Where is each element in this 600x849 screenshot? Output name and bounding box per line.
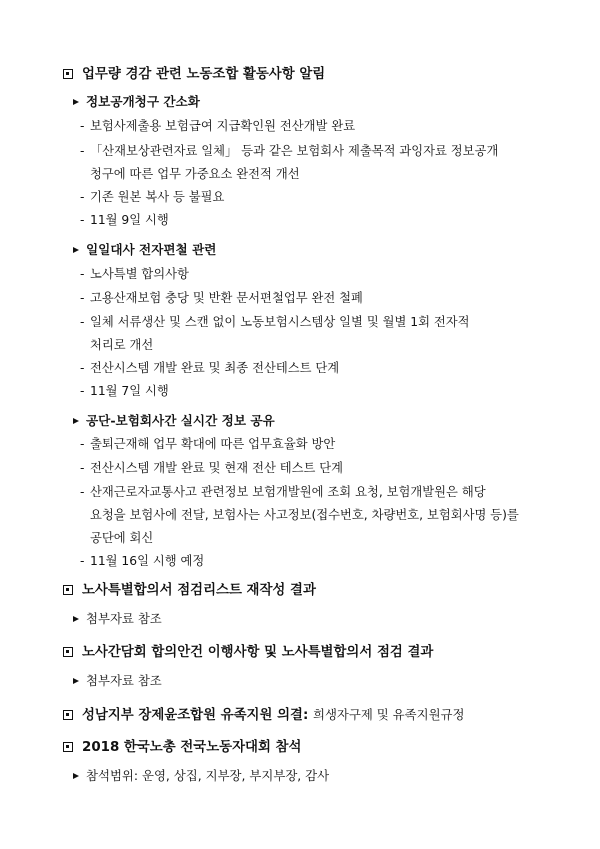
triangle-bullet-icon bbox=[73, 678, 79, 684]
triangle-bullet-icon bbox=[73, 418, 79, 424]
list-item: - 보험사제출용 보험급여 지급확인원 전산개발 완료 bbox=[80, 119, 356, 133]
list-item: - 일체 서류생산 및 스캔 없이 노동보험시스템상 일별 및 월별 1회 전자적 bbox=[80, 315, 470, 329]
list-item: - 산재근로자교통사고 관련정보 보험개발원에 조회 요청, 보험개발원은 해당 bbox=[80, 485, 486, 499]
subsection-heading: 공단-보험회사간 실시간 정보 공유 bbox=[73, 410, 275, 429]
triangle-bullet-icon bbox=[73, 616, 79, 622]
square-bullet-icon bbox=[63, 585, 73, 595]
subsection-heading: 일일대사 전자편철 관련 bbox=[73, 239, 216, 258]
section-note: 첨부자료 참조 bbox=[73, 609, 162, 627]
triangle-bullet-icon bbox=[73, 247, 79, 253]
section-note: 첨부자료 참조 bbox=[73, 671, 162, 689]
list-item: - 11월 9일 시행 bbox=[80, 213, 169, 227]
square-bullet-icon bbox=[63, 742, 73, 752]
section-heading: 노사특별합의서 점검리스트 재작성 결과 bbox=[63, 579, 316, 598]
list-item-continuation: 처리로 개선 bbox=[90, 338, 154, 352]
square-bullet-icon bbox=[63, 647, 73, 657]
list-item-continuation: 요청을 보험사에 전달, 보험사는 사고정보(접수번호, 차량번호, 보험회사명 등)를 bbox=[90, 508, 519, 522]
square-bullet-icon bbox=[63, 710, 73, 720]
section-heading: 업무량 경감 관련 노동조합 활동사항 알림 bbox=[63, 63, 325, 82]
subsection-heading: 정보공개청구 간소화 bbox=[73, 91, 200, 110]
list-item: - 노사특별 합의사항 bbox=[80, 267, 189, 281]
triangle-bullet-icon bbox=[73, 773, 79, 779]
list-item: - 11월 7일 시행 bbox=[80, 384, 169, 398]
section-heading: 성남지부 장제윤조합원 유족지원 의결: 희생자구제 및 유족지원규정 bbox=[63, 704, 465, 723]
list-item: - 출퇴근재해 업무 확대에 따른 업무효율화 방안 bbox=[80, 437, 336, 451]
list-item: - 전산시스템 개발 완료 및 최종 전산테스트 단계 bbox=[80, 361, 340, 375]
list-item: - 「산재보상관련자료 일체」 등과 같은 보험회사 제출목적 과잉자료 정보공개 bbox=[80, 144, 499, 158]
square-bullet-icon bbox=[63, 69, 73, 79]
section-note: 참석범위: 운영, 상집, 지부장, 부지부장, 감사 bbox=[73, 766, 329, 784]
triangle-bullet-icon bbox=[73, 99, 79, 105]
list-item: - 기존 원본 복사 등 불필요 bbox=[80, 190, 225, 204]
list-item: - 11월 16일 시행 예정 bbox=[80, 554, 205, 568]
section-heading: 2018 한국노총 전국노동자대회 참석 bbox=[63, 736, 301, 755]
list-item: - 전산시스템 개발 완료 및 현재 전산 테스트 단계 bbox=[80, 461, 344, 475]
list-item: - 고용산재보험 충당 및 반환 문서편철업무 완전 철폐 bbox=[80, 291, 363, 305]
list-item-continuation: 청구에 따른 업무 가중요소 완전적 개선 bbox=[90, 167, 300, 181]
section-heading: 노사간담회 합의안건 이행사항 및 노사특별합의서 점검 결과 bbox=[63, 641, 433, 660]
section-heading-suffix: 희생자구제 및 유족지원규정 bbox=[312, 707, 465, 722]
list-item-continuation: 공단에 회신 bbox=[90, 531, 154, 545]
